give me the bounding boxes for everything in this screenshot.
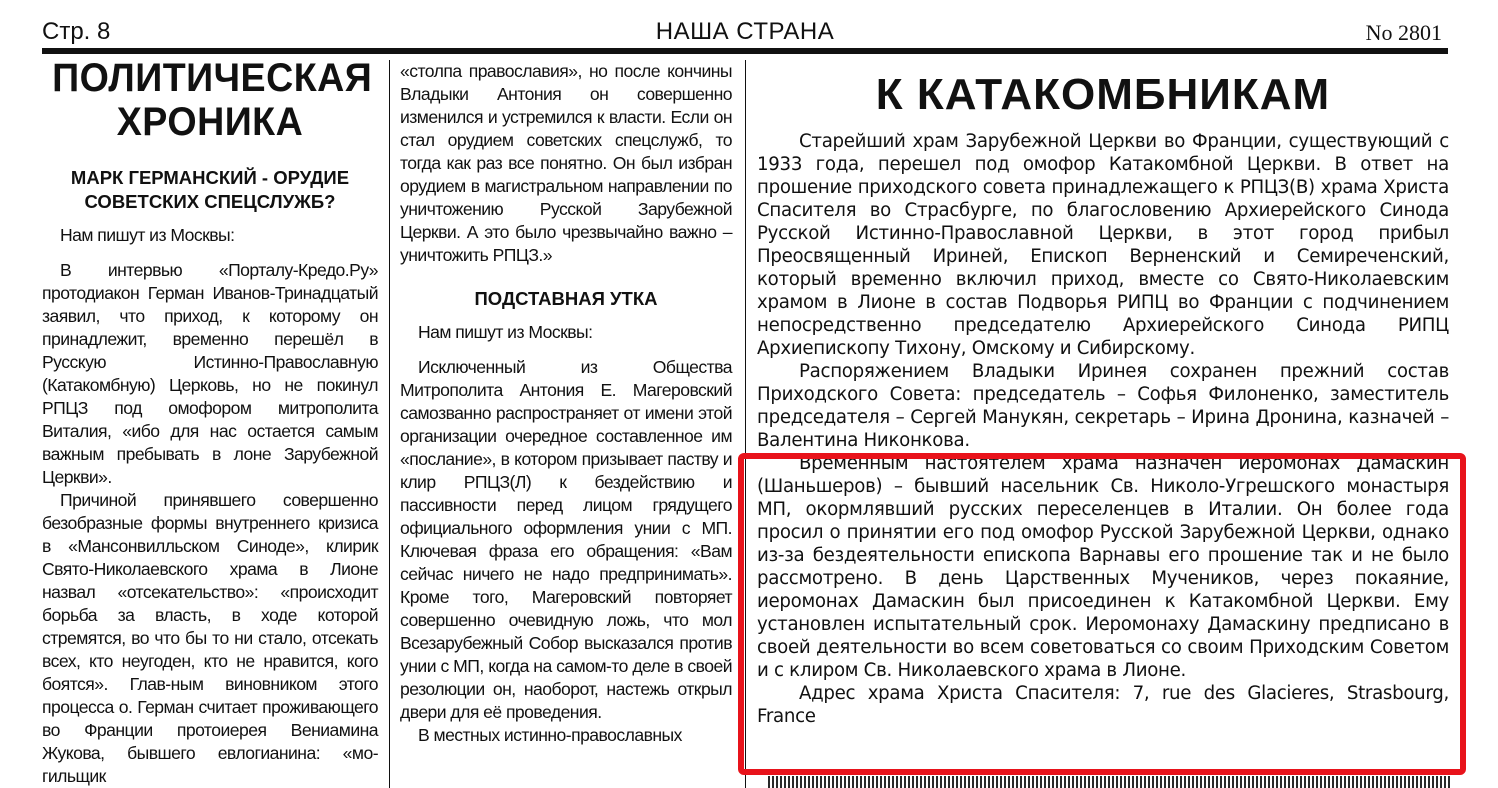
article-title: ПОДСТАВНАЯ УТКА [474, 288, 658, 309]
article-paragraph: Причиной принявшего совершенно безобразные формы внутреннего кризиса в «Мансонвилльском Синоде», клирик Свято-Николаевского храма в Лионе назвал «отсекательство»: «происходит борьба за власть, в ходе которой стремятся, во что бы то ни стало, отсекать всех, кто неугоден, кто не нравится, кого боятся». Глав-ным виновником этого процесса о. Герман считает проживающего во Франции протоиерея Вениамина Жукова, бывшего евлогианина: «мо-гильщик [42, 490, 378, 786]
highlighted-paragraph: Временным настоятелем храма назначен иеромонах Дамаскин (Шаньшеров) – бывший насельник Св. Николо-Угрешского монастыря МП, окормлявший русских переселенцев в Италии. Он более года просил о принятии его под омофор Русской Зарубежной Церкви, однако из-за бездеятельности епископа Варнавы его прошение так и не было рассмотрено. В день Царственных Мучеников, через покаяние, иеромонах Дамаскин был присоединен к Катакомбной Церкви. Ему установлен испытательный срок. Иеромонаху Дамаскину предписано в своей деятельности во всем советоваться со своим Приходским Советом и с клиром Св. Николаевского храма в Лионе. [757, 453, 1449, 681]
middle-column [400, 60, 732, 747]
section-heading: ПОЛИТИЧЕСКАЯ ХРОНИКА [52, 56, 373, 144]
column-divider-1 [389, 60, 390, 788]
issue-number: No 2801 [1365, 20, 1442, 45]
bottom-rule [768, 776, 1450, 788]
article-byline: Нам пишут из Москвы: [60, 225, 235, 245]
page-number: Стр. 8 [42, 18, 111, 45]
page-header [42, 16, 1448, 46]
article-title: МАРК ГЕРМАНСКИЙ - ОРУДИЕ СОВЕТСКИХ СПЕЦСЛУЖБ? [70, 167, 350, 212]
article-paragraph: Исключенный из Общества Митрополита Антония Е. Магеровский самозванно распространяет от имени этой организации очередное составленное им «послание», в котором призывает паству и клир РПЦЗ(Л) к бездействию и пассивности перед лицом грядущего официального оформления унии с МП. Ключевая фраза его обращения: «Вам сейчас ничего не надо предпринимать». Кроме того, Магеровский повторяет совершенно очевидную ложь, что мол Всезарубежный Собор высказался против унии с МП, когда на самом-то деле в своей резолюции он, наоборот, настежь открыл двери для её проведения. [400, 357, 732, 722]
article-paragraph: Старейший храм Зарубежной Церкви во Франции, существующий с 1933 года, перешел под омофор Катакомбной Церкви. В ответ на прошение приходского совета принадлежащего к РПЦЗ(В) храма Христа Спасителя во Страсбурге, по благословению Архиерейского Синода Русской Истинно-Православной Церкви, в этот город прибыл Преосвященный Ириней, Епископ Верненский и Семиреченский, который временно включил приход, вместе со Свято-Николаевским храмом в Лионе в состав Подворья РИПЦ во Франции с подчинением непосредственно председателю Архиерейского Синода РИПЦ Архиепископу Тихону, Омскому и Сибирскому. [757, 131, 1449, 359]
red-highlight-box [738, 453, 1466, 775]
address-paragraph: Адрес храма Христа Спасителя: 7, rue des Glacieres, Strasbourg, France [757, 683, 1449, 727]
left-column [42, 56, 378, 788]
article-paragraph: Распоряжением Владыки Иринея сохранен прежний состав Приходского Совета: председатель – Софья Филоненко, заместитель председателя – Сергей Манукян, секретарь – Ирина Дронина, казначей – Валентина Никонкова. [757, 361, 1449, 451]
article-paragraph: В интервью «Порталу-Кредо.Ру» протодиакон Герман Иванов-Тринадцатый заявил, что приход, к которому он принадлежит, временно перешёл в Русскую Истинно-Православную (Катакомбную) Церковь, но не покинул РПЦЗ под омофором митрополита Виталия, «ибо для нас остается самым важным пребывать в лоне Зарубежной Церкви». [42, 260, 378, 487]
article-byline: Нам пишут из Москвы: [418, 322, 593, 342]
header-rule [42, 48, 1448, 54]
article-paragraph: В местных истинно-православных [418, 725, 682, 745]
newspaper-title: НАША СТРАНА [655, 18, 835, 45]
article-heading: К КАТАКОМБНИКАМ [875, 70, 1331, 119]
article-paragraph: «столпа православия», но после кончины Владыки Антония он совершенно изменился и устремился к власти. Если он стал орудием советских спецслужб, то тогда как раз все понятно. Он был избран орудием в магистральном направлении по уничтожению Русской Зарубежной Церкви. А это было чрезвычайно важно – уничтожить РПЦЗ.» [400, 61, 732, 265]
